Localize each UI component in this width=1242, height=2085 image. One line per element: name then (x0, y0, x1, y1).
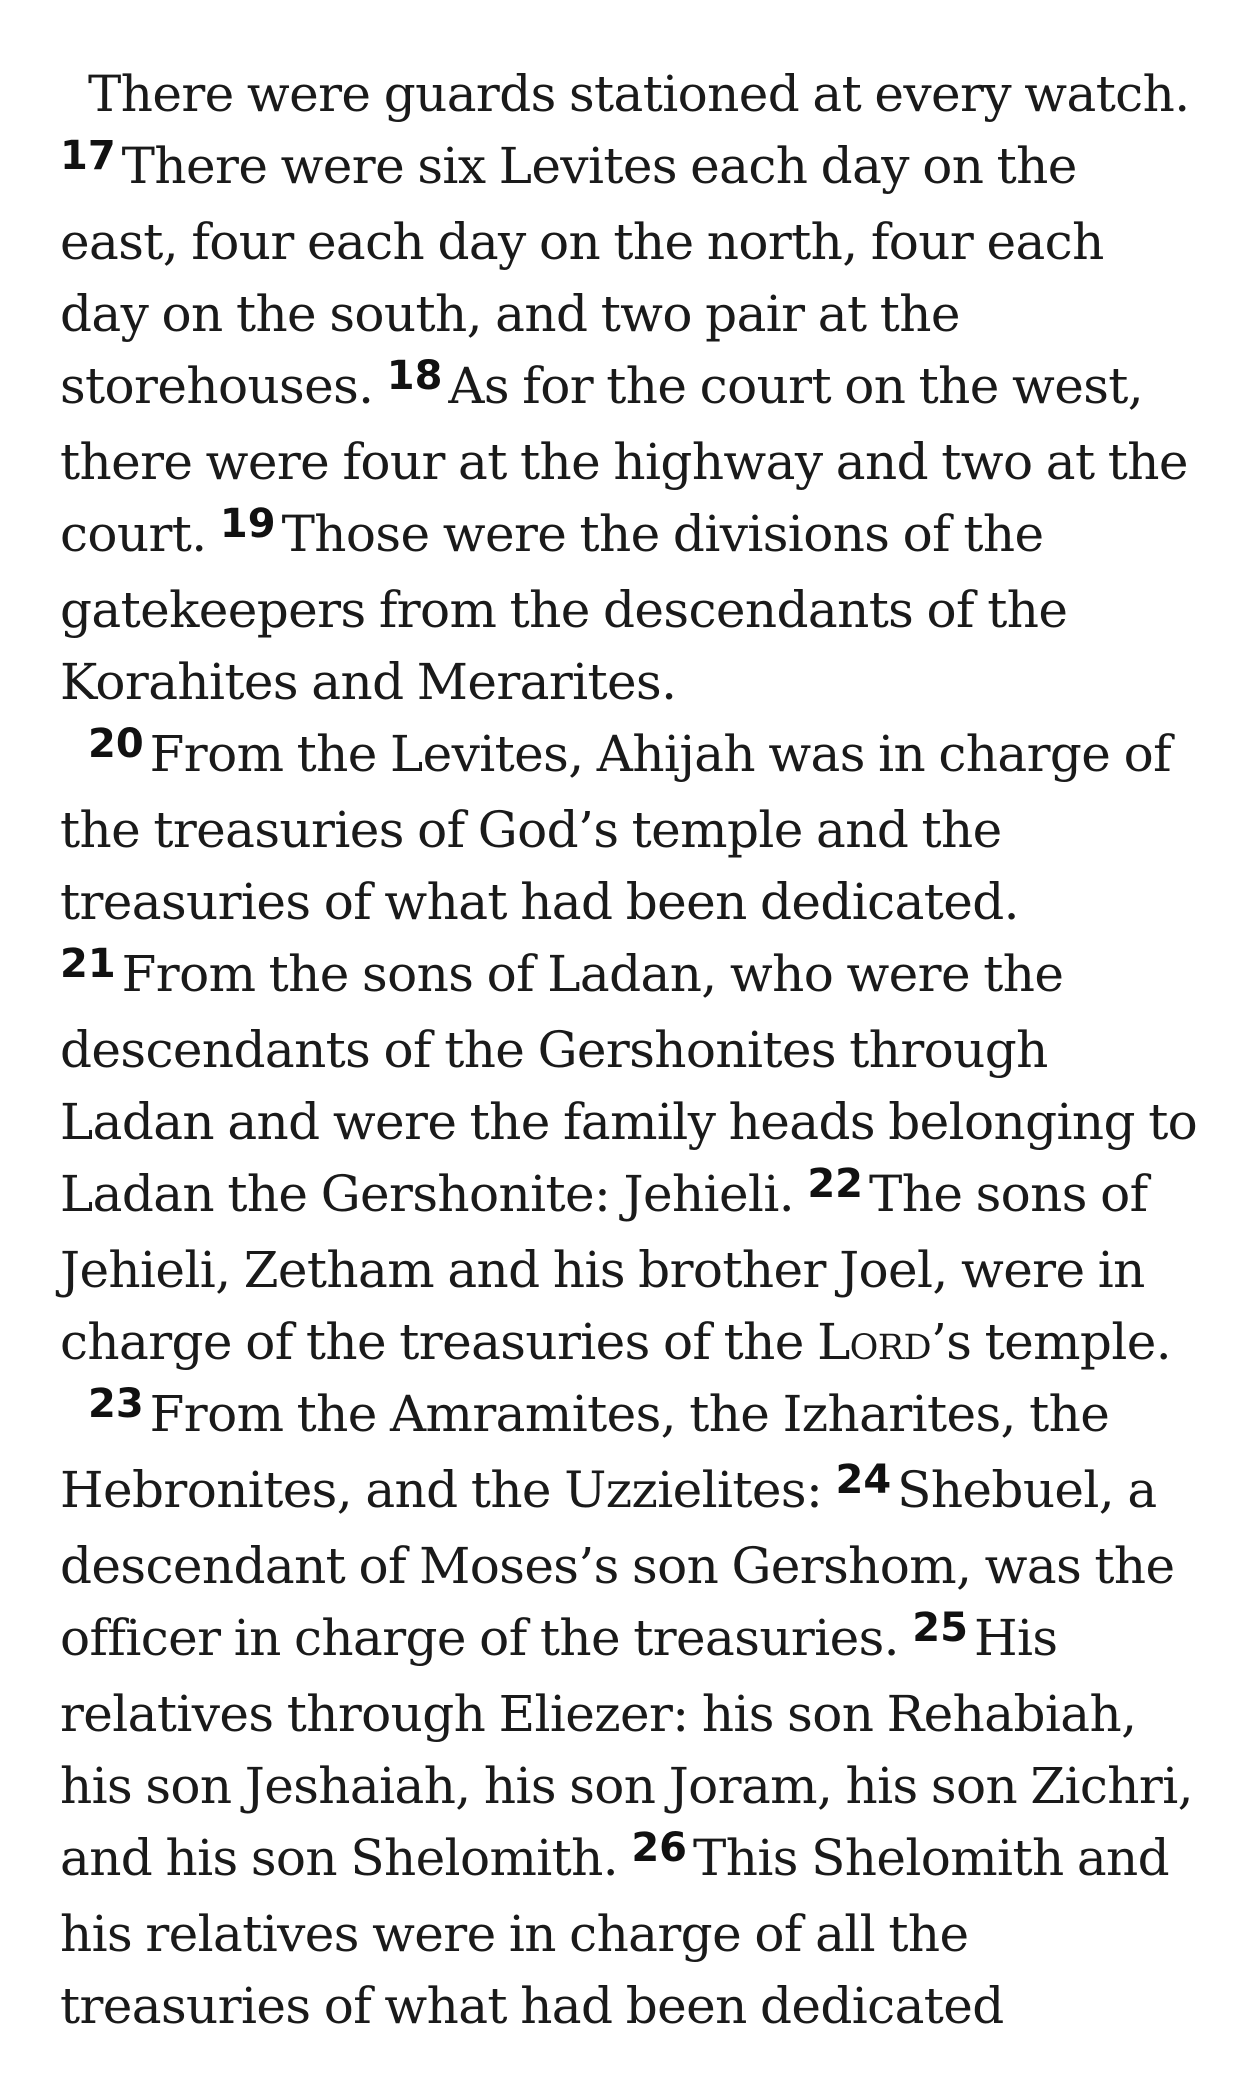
verse-number: 20 (88, 721, 144, 767)
verse-text: There were six Levites each day on the east, four each day on the north, four each day on the south, and two pair at the storehouses. (60, 137, 1104, 415)
verse-number: 22 (807, 1161, 863, 1207)
verse-text: ’s temple. (930, 1313, 1172, 1371)
verse-number: 24 (835, 1457, 892, 1503)
verse-number: 18 (386, 353, 443, 399)
verse-text: From the Amramites, the Izharites, the Hebronites, and the Uzzielites: (60, 1385, 1110, 1519)
scripture-paragraph (60, 718, 1200, 1378)
verse-text: His relatives through Eliezer: his son Rehabiah, his son Jeshaiah, his son Joram, his son Zichri, and his son Shelomith. (60, 1609, 1193, 1887)
verse-text: Shebuel, a descendant of Moses’s son Gershom, was the officer in charge of the treasuries. (60, 1461, 1175, 1667)
verse-text: As for the court on the west, there were four at the highway and two at the court. (60, 357, 1188, 563)
verse-number: 17 (60, 133, 116, 179)
verse-number: 21 (60, 941, 116, 987)
verse-text: Those were the divisions of the gatekeepers from the descendants of the Korahites and Merarites. (60, 505, 1068, 711)
verse-text: This Shelomith and his relatives were in charge of all the treasuries of what had been dedicated (60, 1829, 1170, 2035)
verse-text: From the Levites, Ahijah was in charge of the treasuries of God’s temple and the treasuries of what had been dedicated. (60, 725, 1171, 931)
scripture-paragraph (60, 1378, 1200, 2042)
verse-text: The sons of Jehieli, Zetham and his brother Joel, were in charge of the treasuries of the (60, 1165, 1148, 1371)
scripture-paragraph (60, 58, 1200, 718)
verse-number: 23 (88, 1381, 144, 1427)
reader-page (60, 58, 1200, 2042)
verse-text: From the sons of Ladan, who were the descendants of the Gershonites through Ladan and were the family heads belonging to Ladan the Gershonite: Jehieli. (60, 945, 1198, 1223)
verse-text: There were guards stationed at every watch. (88, 65, 1190, 123)
divine-name: Lord (817, 1313, 931, 1371)
verse-number: 26 (631, 1825, 688, 1871)
verse-number: 25 (912, 1605, 968, 1651)
verse-number: 19 (219, 501, 276, 547)
